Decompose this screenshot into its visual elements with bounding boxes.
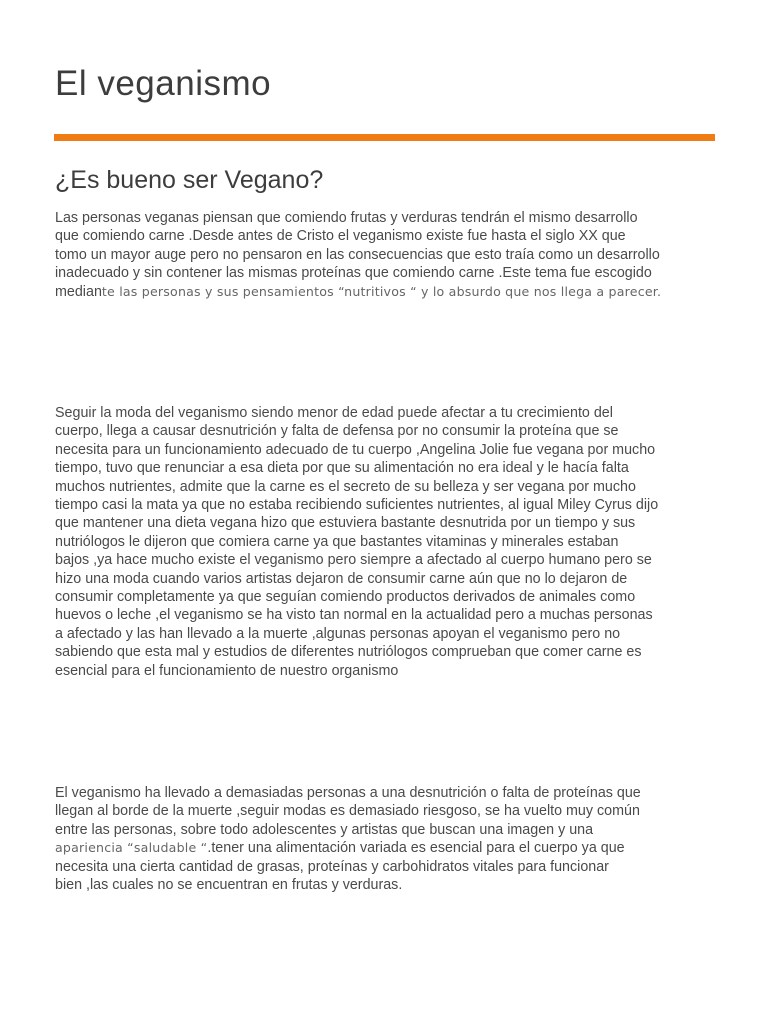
paragraph-line: Las personas veganas piensan que comiendo frutas y verduras tendrán el mismo desarrollo [55, 210, 638, 226]
paragraph-line: Seguir la moda del veganismo siendo menor de edad puede afectar a tu crecimiento del [55, 405, 613, 421]
paragraph-line: entre las personas, sobre todo adolescentes y artistas que buscan una imagen y una [55, 821, 594, 838]
paragraph-line: tiempo, tuvo que renunciar a esa dieta por que su alimentación no era ideal y le hacía falta [55, 460, 629, 477]
paragraph-line-start: median [55, 283, 102, 300]
paragraph-line: cuerpo, llega a causar desnutrición y falta de defensa por no consumir la proteína que se [55, 423, 619, 440]
paragraph-1 [55, 209, 725, 301]
paragraph-line-start: apariencia “saludable “ [55, 840, 208, 856]
paragraph-line: tomo un mayor auge pero no pensaron en las consecuencias que esto traía como un desarrollo [55, 246, 660, 263]
paragraph-line: a afectado y las han llevado a la muerte ,algunas personas apoyan el veganismo pero no [55, 625, 621, 642]
paragraph-line: muchos nutrientes, admite que la carne es el secreto de su belleza y ser vegana por mucho [55, 478, 636, 495]
paragraph-line: que comiendo carne .Desde antes de Cristo el veganismo existe fue hasta el siglo XX que [55, 228, 626, 245]
paragraph-line: que mantener una dieta vegana hizo que estuviera bastante desnutrida por un tiempo y sus [55, 515, 636, 532]
orange-divider [54, 134, 715, 141]
paragraph-line: llegan al borde de la muerte ,seguir modas es demasiado riesgoso, se ha vuelto muy común [55, 803, 640, 820]
paragraph-line [55, 283, 725, 301]
document-title: El veganismo [55, 64, 272, 103]
paragraph-line: nutriólogos le dijeron que comiera carne ya que bastantes vitaminas y minerales estaban [55, 533, 619, 550]
paragraph-line: El veganismo ha llevado a demasiadas personas a una desnutrición o falta de proteínas que [55, 785, 641, 801]
paragraph-line: esencial para el funcionamiento de nuestro organismo [55, 662, 399, 679]
paragraph-3 [55, 784, 725, 894]
section-heading: ¿Es bueno ser Vegano? [55, 166, 324, 194]
paragraph-line: huevos o leche ,el veganismo se ha visto tan normal en la actualidad pero a muchas personas [55, 607, 653, 624]
paragraph-line-rest: .tener una alimentación variada es esencial para el cuerpo ya que [207, 840, 625, 857]
paragraph-line [55, 839, 725, 857]
paragraph-2 [55, 404, 725, 680]
paragraph-line: necesita para un funcionamiento adecuado de tu cuerpo ,Angelina Jolie fue vegana por mucho [55, 441, 656, 458]
paragraph-line: bajos ,ya hace mucho existe el veganismo pero siempre a afectado al cuerpo humano pero se [55, 552, 652, 569]
paragraph-line: sabiendo que esta mal y estudios de diferentes nutriólogos comprueban que comer carne es [55, 644, 642, 661]
paragraph-line: inadecuado y sin contener las mismas proteínas que comiendo carne .Este tema fue escogido [55, 265, 652, 282]
paragraph-line: hizo una moda cuando varios artistas dejaron de consumir carne aún que no lo dejaron de [55, 570, 628, 587]
paragraph-line-rest: te las personas y sus pensamientos “nutritivos “ y lo absurdo que nos llega a parecer. [101, 283, 662, 299]
paragraph-line: bien ,las cuales no se encuentran en frutas y verduras. [55, 877, 403, 894]
paragraph-line: consumir completamente ya que seguían comiendo productos derivados de animales como [55, 589, 636, 606]
paragraph-line: tiempo casi la mata ya que no estaba recibiendo suficientes nutrientes, al igual Miley Cyrus dijo [55, 497, 659, 514]
paragraph-line: necesita una cierta cantidad de grasas, proteínas y carbohidratos vitales para funcionar [55, 858, 609, 875]
